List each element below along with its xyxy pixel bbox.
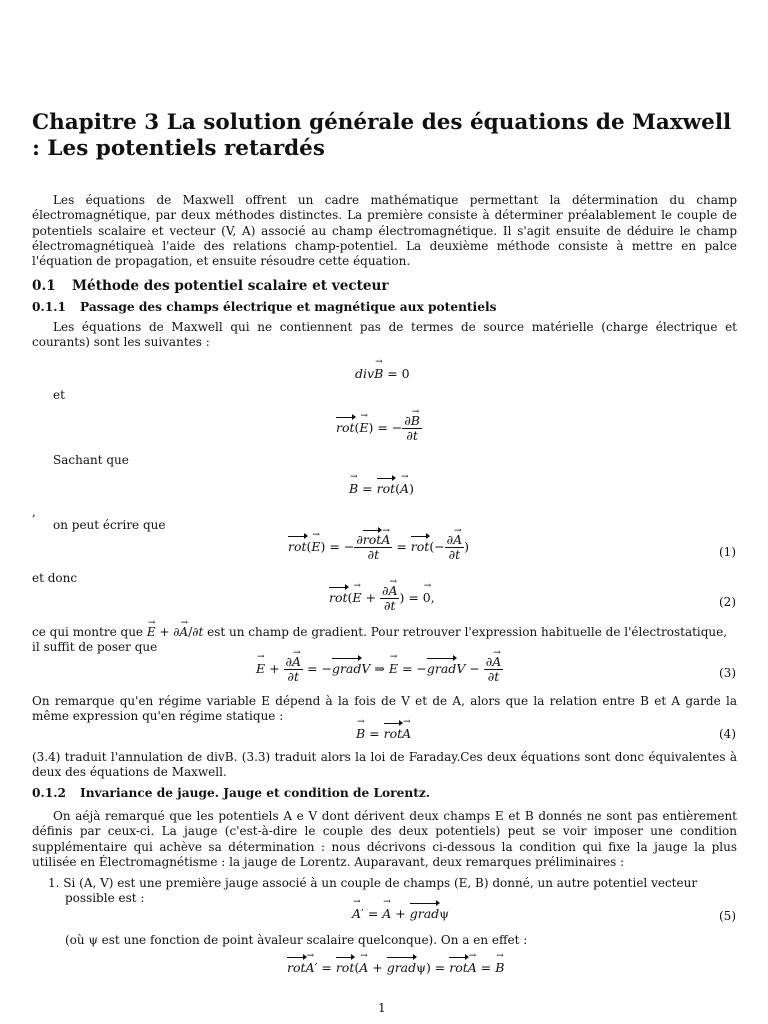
equation-number-1: (1) [719, 545, 736, 559]
equation-number-2: (2) [719, 595, 736, 609]
gradient-text-c: il suffit de poser que [32, 640, 158, 655]
equation-1: rot(→ E) = − $\frac{\text{∂rot→ A}}{\partial t}$ = rot(− $\frac{\partial\to A}{\partial t}$ ) [288, 533, 469, 562]
equation-4: → B = rot→ A [356, 726, 411, 741]
equation-number-5: (5) [719, 909, 736, 923]
paragraph-gradient: ce qui montre que → E + ∂→ A/∂t est un champ de gradient. Pour retrouver l'expression habituelle de l'électrostatique, il suffit de poser que [32, 625, 737, 656]
section-heading-0-1 [32, 278, 389, 294]
paragraph-maxwell-sourceless [32, 320, 737, 351]
equation-faraday: rot(→ E) = − $\frac{\partial\to B}{\partial t}$ [336, 414, 422, 443]
paragraph-traduit: (3.4) traduit l'annulation de divB. (3.3) traduit alors la loi de Faraday.Ces deux équations sont donc équivalentes à deux des équations de Maxwell. [32, 750, 737, 780]
text-onpeut: on peut écrire que [53, 518, 166, 532]
page-number: 1 [378, 1001, 386, 1015]
paragraph-text: On aéjà remarqué que les potentiels A e V dont dérivent deux champs E et B donnés ne sont pas entièrement définis par ceux-ci. La jauge (c'est-à-dire le couple des deux potentiels) peut se voir imposer une condition supplémentaire qui achève sa détermination : nous décrivons ci-dessous la condition qui fixe la jauge la plus utilisée en Électromagnétisme : la jauge de Lorentz. Auparavant, deux remarques préliminaires : [32, 809, 737, 869]
subsection-title: Invariance de jauge. Jauge et condition de Lorentz. [80, 786, 430, 800]
paragraph-jauge [32, 809, 737, 870]
text-et: et [53, 388, 65, 402]
paragraph-remarque: On remarque qu'en régime variable E dépend à la fois de V et de A, alors que la relation entre B et A garde la même expression qu'en régime statique : [32, 694, 737, 724]
text-comma: , [32, 505, 36, 519]
equation-number-3: (3) [719, 666, 736, 680]
intro-paragraph [32, 193, 737, 269]
section-title: Méthode des potentiel scalaire et vecteur [72, 278, 389, 294]
text-etdonc: et donc [32, 571, 78, 585]
paragraph-text: Les équations de Maxwell qui ne contiennent pas de termes de source matérielle (charge électrique et courants) sont les suivantes : [32, 320, 737, 350]
equation-5: → A′ = → A + gradψ [352, 906, 449, 921]
list-item-text-b: possible est : [65, 891, 145, 906]
gradient-text-b: est un champ de gradient. Pour retrouver l'expression habituelle de l'électrostatique, [207, 625, 728, 639]
gradient-text-a: ce qui montre que [32, 625, 144, 639]
section-number: 0.1 [32, 278, 56, 294]
equation-div-b: div→ B = 0 [355, 366, 410, 381]
chapter-title: Chapitre 3 La solution générale des équations de Maxwell : Les potentiels retardés [32, 110, 732, 161]
intro-text: Les équations de Maxwell offrent un cadre mathématique permettant la détermination du champ électromagnétique, par deux méthodes distinctes. La première consiste à déterminer préalablement le couple de potentiels scalaire et vecteur (V, A) associé au champ électromagnétique. Il s'agit ensuite de déduire le champ électromagnétiqueà l'aide des relations champ-potentiel. La deuxième méthode consiste à mettre en palce l'équation de propagation, et ensuite résoudre cette équation. [32, 193, 737, 269]
equation-b-rot-a: → B = rot(→ A) [349, 481, 414, 496]
subsection-number: 0.1.1 [32, 300, 66, 314]
subsection-number: 0.1.2 [32, 786, 66, 800]
list-item-text-a: 1. Si (A, V) est une première jauge associé à un couple de champs (E, B) donné, un autre potentiel vecteur [48, 876, 698, 890]
list-item-text-c: (où ψ est une fonction de point àvaleur scalaire quelconque). On a en effet : [65, 933, 528, 947]
subsection-heading-0-1-2 [32, 786, 430, 800]
subsection-heading-0-1-1 [32, 300, 496, 314]
list-item-1 [48, 876, 737, 907]
subsection-title: Passage des champs électrique et magnétique aux potentiels [80, 300, 497, 314]
equation-2: rot(→ E + $\frac{\partial\to A}{\partial t}$ ) = → 0, [329, 584, 435, 613]
equation-number-4: (4) [719, 727, 736, 741]
equation-rot-a-prime: rot→ A′ = rot(→ A + gradψ) = rot→ A = → B [287, 960, 504, 975]
text-sachant: Sachant que [53, 453, 129, 467]
equation-3: → E + $\frac{\partial\to A}{\partial t}$ = −gradV ⇒ → E = −gradV − $\frac{\partial\to A}{\partial t}$ [256, 655, 503, 684]
